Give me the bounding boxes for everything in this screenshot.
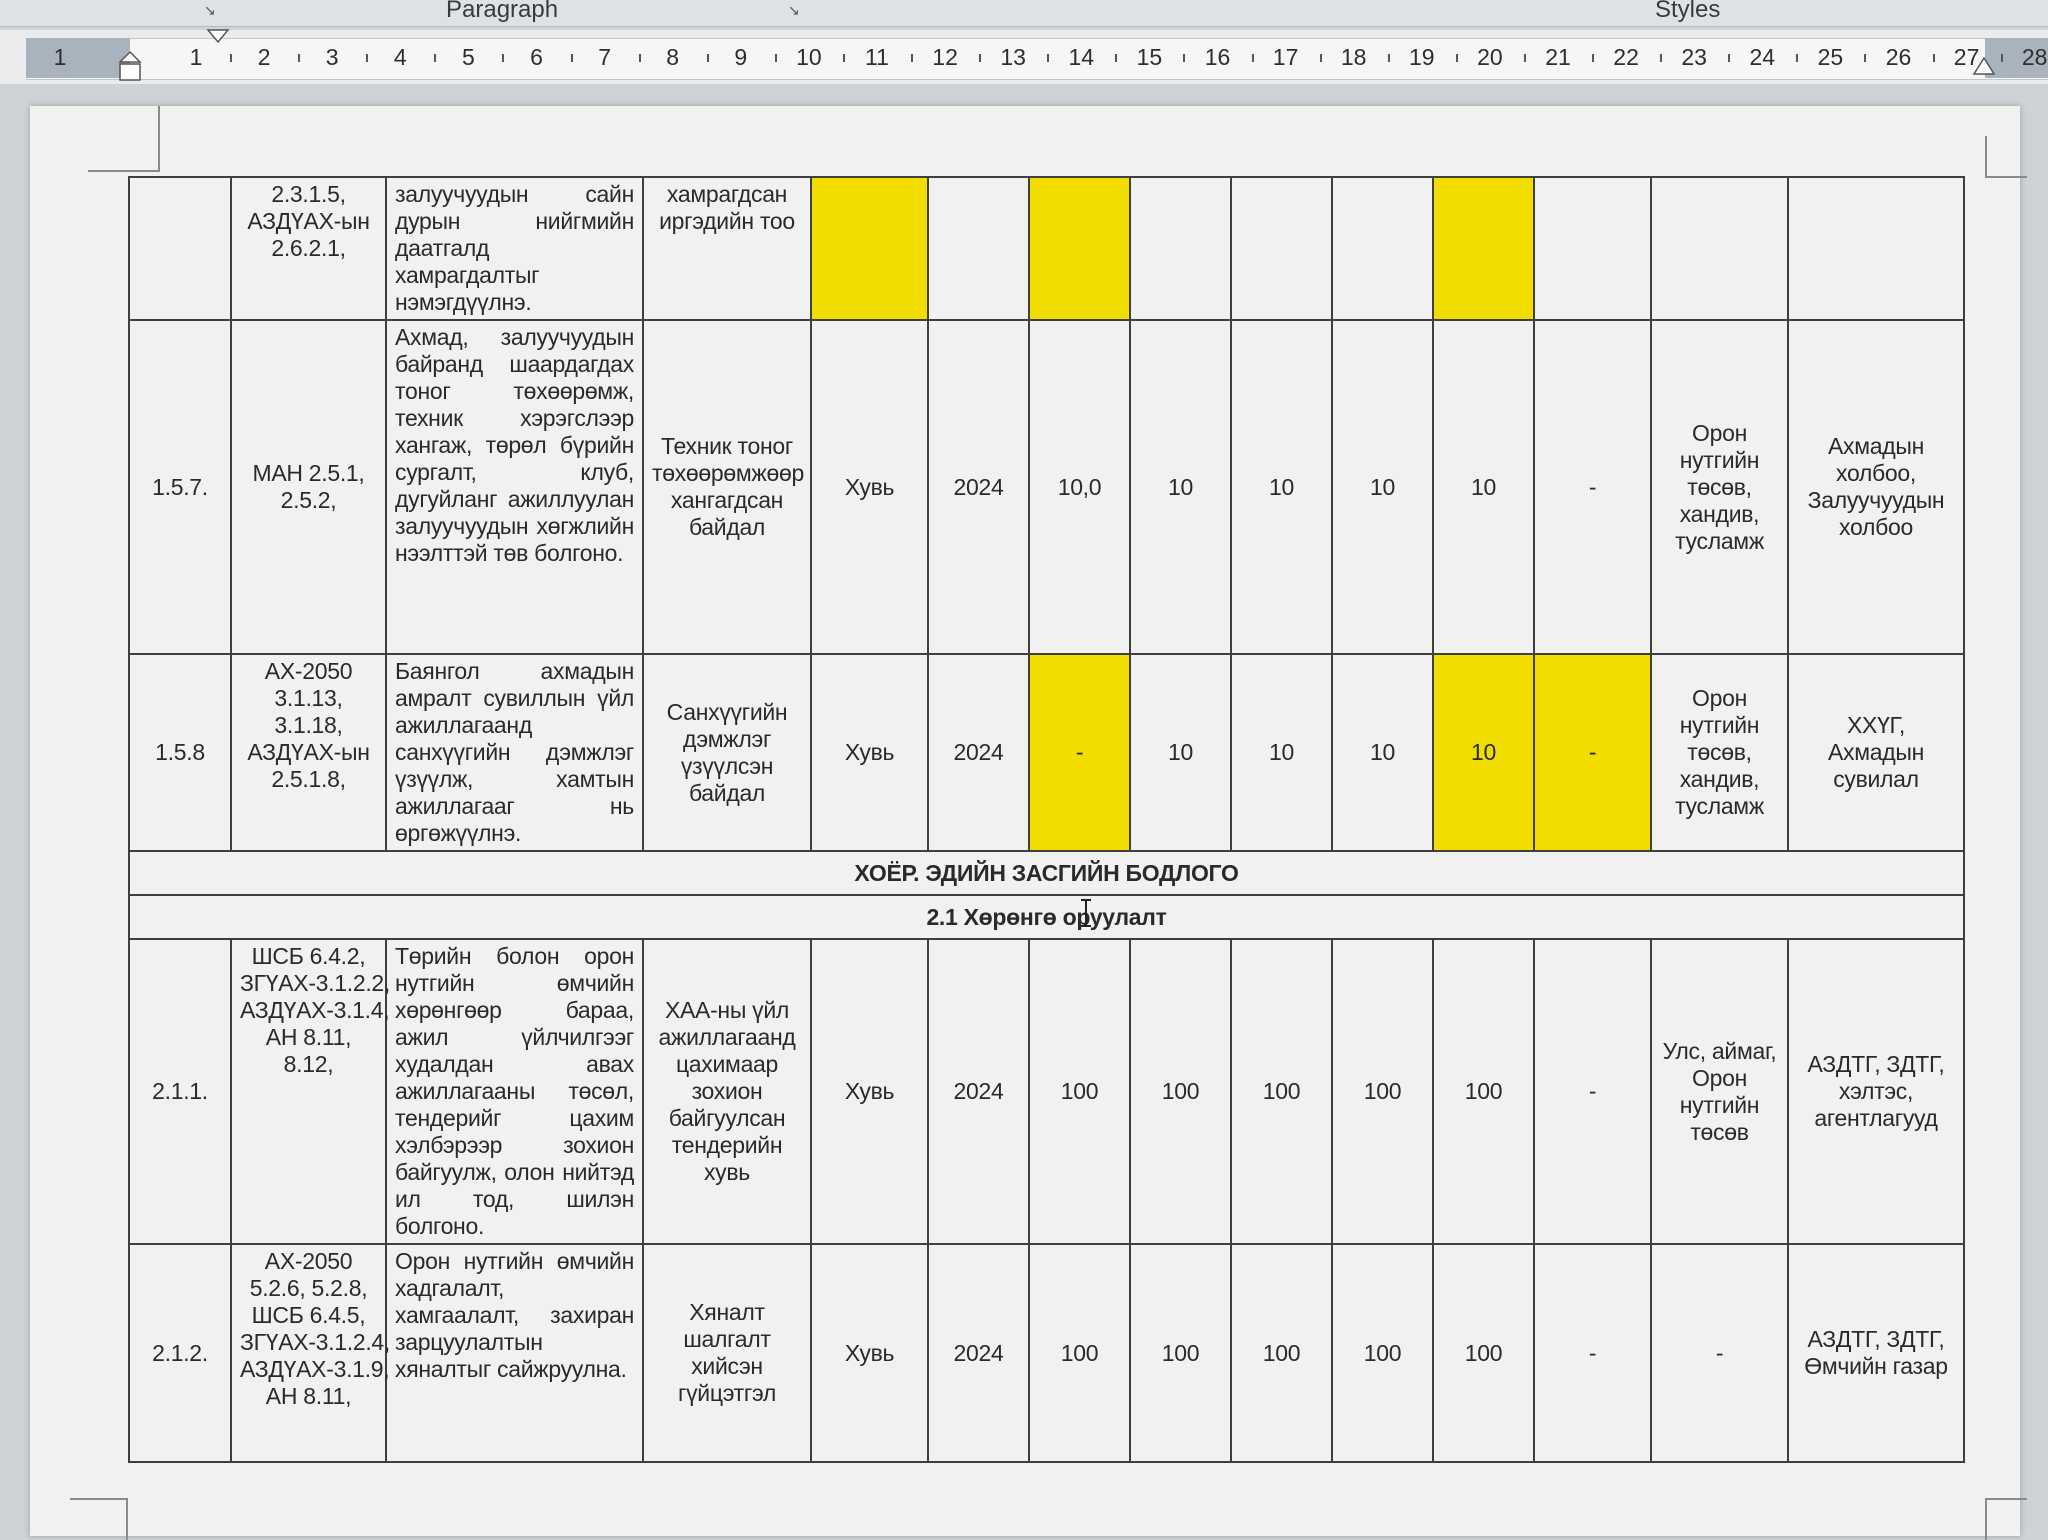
activity-cell: Орон нутгийн өмчийн хадгалалт, хамгаалалт, захиран зарцуулалтын хяналтыг сайжруулна.: [386, 1244, 643, 1462]
responsible-cell: Ахмадын холбоо, Залуучуудын холбоо: [1788, 320, 1964, 654]
row-number-cell: 2.1.1.: [129, 939, 231, 1244]
unit-cell: Хувь: [811, 654, 928, 851]
value-cell: 100: [1332, 939, 1433, 1244]
ruler-tick: [1388, 54, 1390, 62]
subsection-header-row: [129, 895, 1964, 939]
ruler-number: 2: [257, 44, 271, 70]
value-cell: 10,0: [1029, 320, 1130, 654]
ruler-tick: [571, 54, 573, 62]
ruler-tick: [502, 54, 504, 62]
ruler-tick: [1456, 54, 1458, 62]
value-cell: -: [1534, 1244, 1651, 1462]
value-cell: 100: [1332, 1244, 1433, 1462]
ruler-number: 18: [1340, 44, 1367, 70]
ruler-left-margin: [26, 38, 130, 78]
table-row: [129, 654, 1964, 851]
value-cell: 10: [1231, 654, 1332, 851]
ruler-number: 9: [734, 44, 748, 70]
ruler-tick: [1047, 54, 1049, 62]
ruler-number: 19: [1409, 44, 1435, 70]
ruler-number: 12: [932, 44, 958, 70]
action-plan-table[interactable]: [128, 176, 1965, 1463]
ruler-number: 25: [1817, 44, 1844, 70]
ruler-tick: [1933, 54, 1935, 62]
ruler-number: 24: [1749, 44, 1776, 70]
text-cursor-icon: [1078, 898, 1094, 928]
source-cell: [1651, 177, 1788, 320]
responsible-cell: АЗДТГ, ЗДТГ, Өмчийн газар: [1788, 1244, 1964, 1462]
table-row: [129, 177, 1964, 320]
ruler-number: 10: [796, 44, 822, 70]
right-indent-marker-icon[interactable]: [1972, 54, 1996, 76]
row-number-cell: 1.5.7.: [129, 320, 231, 654]
value-cell: 10: [1332, 654, 1433, 851]
value-cell: 100: [1130, 1244, 1231, 1462]
ruler-tick: [1115, 54, 1117, 62]
subsection-title: 2.1 Хөрөнгө оруулалт: [129, 895, 1964, 939]
ruler-number: 15: [1136, 44, 1163, 70]
value-cell: 100: [1433, 1244, 1534, 1462]
value-cell: 100: [1029, 1244, 1130, 1462]
unit-cell: Хувь: [811, 320, 928, 654]
source-cell: Орон нутгийн төсөв, хандив, тусламж: [1651, 320, 1788, 654]
ruler-number: 27: [1953, 44, 1980, 70]
activity-cell: Төрийн болон орон нутгийн өмчийн хөрөнгөөр бараа, ажил үйлчилгээг худалдан авах ажиллагааны төсөл, тендерийг цахим хэлбэрээр зохион байгуулж, олон нийтэд ил тод, шилэн болгоно.: [386, 939, 643, 1244]
ruler-number: 7: [598, 44, 611, 70]
value-cell: 10: [1130, 320, 1231, 654]
policy-code-cell: ШСБ 6.4.2, ЗГҮАХ-3.1.2.2, АЗДҮАХ-3.1.4, АН 8.11, 8.12,: [231, 939, 386, 1244]
ruler-number: 3: [325, 44, 339, 70]
indicator-cell: Техник тоног төхөөрөмжөөр хангагдсан байдал: [643, 320, 811, 654]
ruler-tick: [298, 54, 300, 62]
crop-mark-top-right: [1985, 136, 2027, 178]
value-cell: -: [1534, 654, 1651, 851]
value-cell: 100: [1130, 939, 1231, 1244]
ruler-number: 1: [189, 44, 203, 70]
paragraph-group-label: Paragraph: [446, 0, 559, 23]
value-cell: 100: [1231, 939, 1332, 1244]
ruler-tick: [1796, 54, 1798, 62]
section-title: ХОЁР. ЭДИЙН ЗАСГИЙН БОДЛОГО: [129, 851, 1964, 895]
value-cell: 10: [1231, 320, 1332, 654]
indicator-cell: ХАА-ны үйл ажиллагаанд цахимаар зохион байгуулсан тендерийн хувь: [643, 939, 811, 1244]
base-year-cell: 2024: [928, 939, 1029, 1244]
value-cell: [928, 177, 1029, 320]
ruler-tick: [843, 54, 845, 62]
crop-mark-bottom-left: [70, 1498, 128, 1540]
row-number-cell: 2.1.2.: [129, 1244, 231, 1462]
horizontal-ruler[interactable]: [0, 30, 2048, 84]
activity-cell: Баянгол ахмадын амралт сувиллын үйл ажиллагаанд санхүүгийн дэмжлэг үзүүлж, хамтын ажиллагааг нь өргөжүүлнэ.: [386, 654, 643, 851]
value-cell: 10: [1433, 320, 1534, 654]
indicator-cell: Санхүүгийн дэмжлэг үзүүлсэн байдал: [643, 654, 811, 851]
ruler-tick: [1524, 54, 1526, 62]
value-cell: 10: [1332, 320, 1433, 654]
ruler-tick: [639, 54, 641, 62]
ruler-number: 13: [1000, 44, 1026, 70]
ruler-tick: [707, 54, 709, 62]
responsible-cell: АЗДТГ, ЗДТГ, хэлтэс, агентлагууд: [1788, 939, 1964, 1244]
policy-code-cell: АХ-2050 3.1.13, 3.1.18, АЗДҮАХ-ын 2.5.1.8,: [231, 654, 386, 851]
ruler-tick: [1252, 54, 1254, 62]
section-header-row: [129, 851, 1964, 895]
ruler-number: 1: [53, 44, 67, 70]
ruler-tick: [1660, 54, 1662, 62]
highlighted-cell: [1433, 177, 1534, 320]
value-cell: [1332, 177, 1433, 320]
left-indent-marker-icon[interactable]: [118, 50, 142, 84]
ruler-tick: [1183, 54, 1185, 62]
ruler-tick: [1728, 54, 1730, 62]
paragraph-dialog-launcher-icon[interactable]: ↘: [788, 2, 800, 18]
crop-mark-top-left: [88, 106, 160, 172]
responsible-cell: ХХҮГ, Ахмадын сувилал: [1788, 654, 1964, 851]
table-row: [129, 939, 1964, 1244]
highlighted-cell: [1029, 177, 1130, 320]
base-year-cell: 2024: [928, 320, 1029, 654]
ruler-tick: [1592, 54, 1594, 62]
value-cell: 10: [1130, 654, 1231, 851]
ruler-tick: [2001, 54, 2003, 62]
ruler-tick: [911, 54, 913, 62]
ruler-tick: [1320, 54, 1322, 62]
ruler-number: 4: [393, 44, 407, 70]
value-cell: [1231, 177, 1332, 320]
ruler-tick: [230, 54, 232, 62]
ruler-tick: [979, 54, 981, 62]
first-line-indent-marker-icon[interactable]: [206, 28, 230, 48]
row-number-cell: 1.5.8: [129, 654, 231, 851]
styles-group-label: Styles: [1655, 0, 1721, 23]
ruler-number: 23: [1681, 44, 1707, 70]
ruler-number: 5: [461, 44, 475, 70]
ruler-number: 22: [1613, 44, 1639, 70]
base-year-cell: 2024: [928, 1244, 1029, 1462]
unit-cell: Хувь: [811, 1244, 928, 1462]
ruler-number: 8: [666, 44, 680, 70]
ruler-number: 28: [2021, 44, 2048, 70]
value-cell: -: [1534, 320, 1651, 654]
source-cell: -: [1651, 1244, 1788, 1462]
ruler-number: 14: [1068, 44, 1095, 70]
activity-cell: залуучуудын сайн дурын нийгмийн даатгалд хамрагдалтыг нэмэгдүүлнэ.: [386, 177, 643, 320]
table-row: [129, 1244, 1964, 1462]
value-cell: -: [1534, 939, 1651, 1244]
value-cell: 100: [1029, 939, 1130, 1244]
policy-code-cell: АХ-2050 5.2.6, 5.2.8, ШСБ 6.4.5, ЗГҮАХ-3.1.2.4, АЗДҮАХ-3.1.9, АН 8.11,: [231, 1244, 386, 1462]
font-dialog-launcher-icon[interactable]: ↘: [204, 2, 216, 18]
value-cell: [1534, 177, 1651, 320]
value-cell: -: [1029, 654, 1130, 851]
source-cell: Орон нутгийн төсөв, хандив, тусламж: [1651, 654, 1788, 851]
ruler-tick: [775, 54, 777, 62]
source-cell: Улс, аймаг, Орон нутгийн төсөв: [1651, 939, 1788, 1244]
ruler-tick: [1864, 54, 1866, 62]
policy-code-cell: 2.3.1.5, АЗДҮАХ-ын 2.6.2.1,: [231, 177, 386, 320]
value-cell: 10: [1433, 654, 1534, 851]
highlighted-cell: [811, 177, 928, 320]
policy-code-cell: МАН 2.5.1, 2.5.2,: [231, 320, 386, 654]
activity-cell: Ахмад, залуучуудын байранд шаардагдах тоног төхөөрөмж, техник хэрэгслээр хангаж, төрөл бүрийн сургалт, клуб, дугуйланг ажиллуулан залуучуудын хөгжлийн нээлттэй төв болгоно.: [386, 320, 643, 654]
value-cell: 100: [1231, 1244, 1332, 1462]
value-cell: [1130, 177, 1231, 320]
crop-mark-bottom-right: [1985, 1498, 2027, 1540]
ribbon-group-bar: [0, 0, 2048, 27]
indicator-cell: хамрагдсан иргэдийн тоо: [643, 177, 811, 320]
ruler-number: 6: [530, 44, 543, 70]
ruler-tick: [434, 54, 436, 62]
value-cell: 100: [1433, 939, 1534, 1244]
ruler-tick: [366, 54, 368, 62]
ruler-number: 20: [1477, 44, 1503, 70]
ruler-number: 17: [1272, 44, 1299, 70]
table-row: [129, 320, 1964, 654]
row-number-cell: [129, 177, 231, 320]
unit-cell: Хувь: [811, 939, 928, 1244]
document-page[interactable]: [30, 106, 2020, 1536]
base-year-cell: 2024: [928, 654, 1029, 851]
indicator-cell: Хяналт шалгалт хийсэн гүйцэтгэл: [643, 1244, 811, 1462]
ruler-number: 11: [865, 44, 889, 70]
responsible-cell: [1788, 177, 1964, 320]
ruler-number: 21: [1545, 44, 1571, 70]
ruler-number: 16: [1204, 44, 1231, 70]
ruler-number: 26: [1885, 44, 1912, 70]
